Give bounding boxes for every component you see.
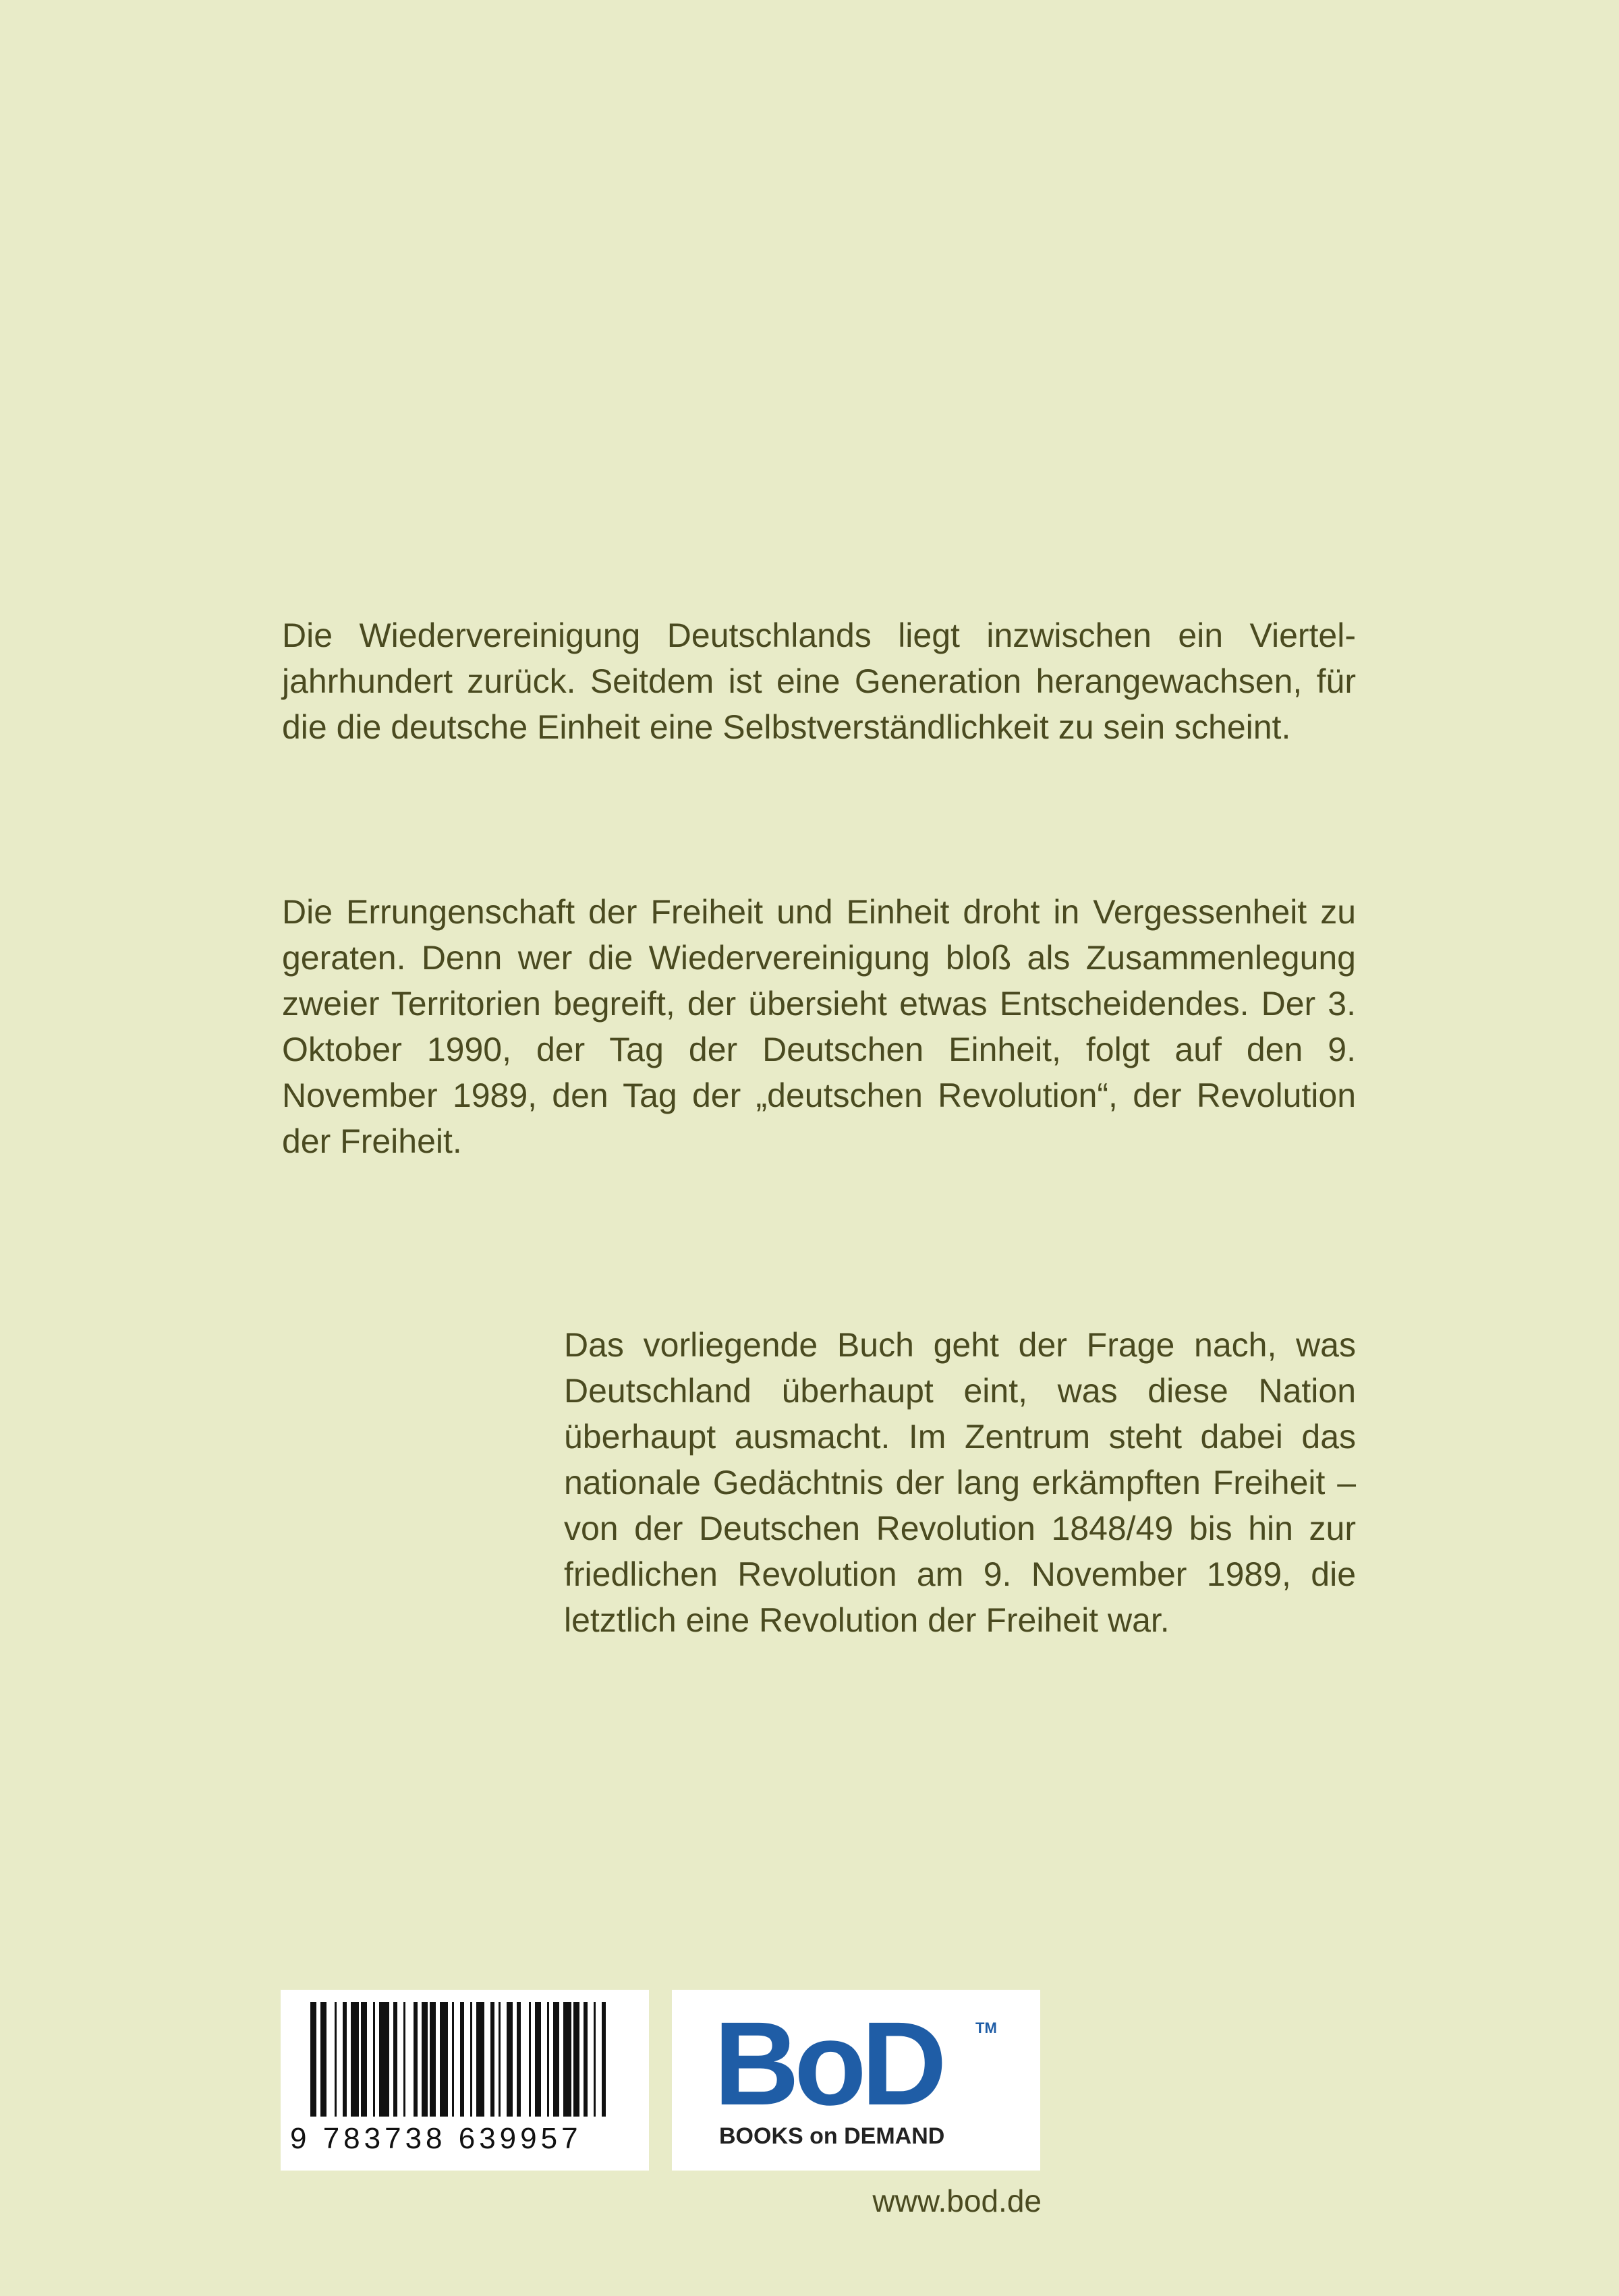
barcode-bar (529, 2002, 531, 2117)
publisher-website: www.bod.de (872, 2183, 1042, 2218)
barcode-bar (535, 2002, 541, 2117)
barcode-bar (403, 2002, 405, 2117)
barcode-bar (414, 2002, 418, 2117)
barcode-bar (335, 2002, 337, 2117)
barcode-bar (393, 2002, 397, 2117)
barcode-bar (361, 2002, 367, 2117)
barcode-bar (430, 2002, 436, 2117)
isbn-barcode (281, 1990, 649, 2171)
barcode-bar (563, 2002, 571, 2117)
barcode-bar (490, 2002, 494, 2117)
barcode-bar (422, 2002, 428, 2117)
isbn-number: 9 783738 639957 (290, 2122, 582, 2155)
bod-tagline: BOOKS on DEMAND (719, 2123, 945, 2149)
barcode-bar (573, 2002, 579, 2117)
barcode-bar (351, 2002, 359, 2117)
barcode-bar (452, 2002, 454, 2117)
blurb-paragraph-1: Die Wiedervereinigung Deutschlands liegt inzwischen ein Vierteljahrhundert zurück. Seitdem ist eine Generation herangewachsen, für die die deutsche Einheit eine Selbstverständlichkeit zu sein scheint. (282, 616, 1356, 746)
blurb-paragraph-2: Die Errungenschaft der Freiheit und Einheit droht in Vergessenheit zu geraten. Denn wer die Wiedervereinigung bloß als Zusammenlegung zweier Territorien begreift, der übersieht etwas Entscheidendes. Der 3. Oktober 1990, der Tag der Deutschen Einheit, folgt auf den 9. November 1989, den Tag der „deutschen Revolution“, der Revolution der Freiheit. (282, 893, 1356, 1160)
barcode-bar (584, 2002, 588, 2117)
barcode-bar (499, 2002, 501, 2117)
barcode-bar (594, 2002, 596, 2117)
barcode-bar (373, 2002, 375, 2117)
blurb-paragraph-3: Das vorliegende Buch geht der Frage nach, was Deutschland überhaupt eint, was diese Nation überhaupt ausmacht. Im Zentrum steht dabei das nationale Gedächtnis der lang erkämpften Freiheit – von der Deutschen Revolution 1848/49 bis hin zur friedlichen Revolution am 9. November 1989, die letztlich eine Revolution der Freiheit war. (564, 1326, 1356, 1639)
barcode-bar (379, 2002, 389, 2117)
bod-logo-text: BoD (714, 1998, 942, 2130)
barcode-bar (440, 2002, 448, 2117)
barcode-bar (320, 2002, 326, 2117)
barcode-bar (470, 2002, 472, 2117)
barcode-bar (460, 2002, 464, 2117)
barcode-bar (507, 2002, 513, 2117)
barcode-bar (517, 2002, 521, 2117)
barcode-bar (476, 2002, 484, 2117)
barcode-bar (553, 2002, 559, 2117)
publisher-logo (672, 1990, 1040, 2171)
barcode-bar (343, 2002, 347, 2117)
barcode-bar (547, 2002, 549, 2117)
barcode-bar (310, 2002, 316, 2117)
barcode-bar (602, 2002, 606, 2117)
trademark-mark: TM (975, 2019, 997, 2036)
